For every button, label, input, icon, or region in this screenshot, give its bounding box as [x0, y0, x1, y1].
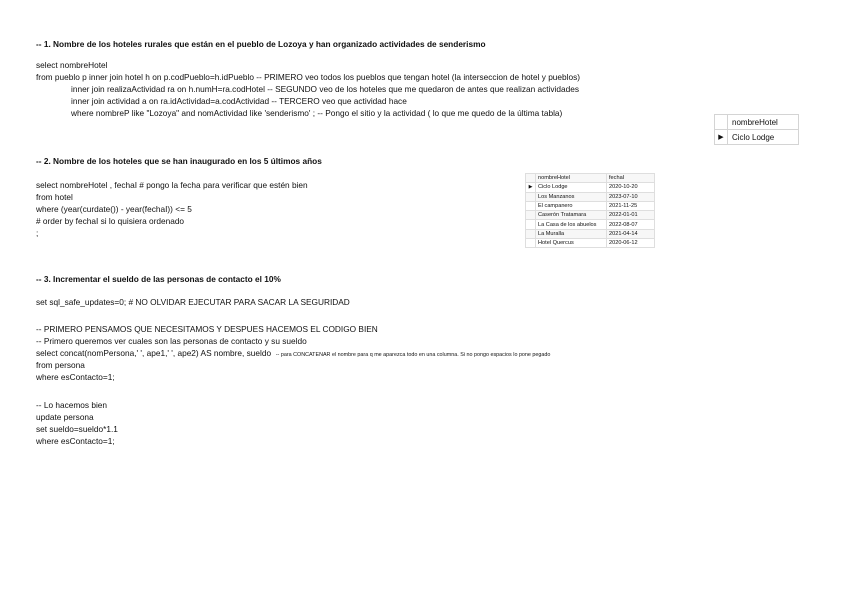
table-row[interactable] — [526, 220, 655, 229]
column-header: nombreHotel — [536, 174, 607, 183]
code-line: # order by fechaI si lo quisiera ordenado — [36, 216, 185, 226]
row-pointer-icon: ▶ — [526, 183, 536, 192]
table-cell: 2020-06-12 — [607, 239, 655, 248]
column-header: fechaI — [607, 174, 655, 183]
table-cell: Los Manzanos — [536, 192, 607, 201]
code-line: where esContacto=1; — [36, 436, 115, 446]
table-row[interactable] — [526, 239, 655, 248]
section3-heading: -- 3. Incrementar el sueldo de las personas de contacto el 10% — [36, 274, 281, 284]
code-line: set sueldo=sueldo*1.1 — [36, 424, 118, 434]
table-cell: 2021-11-25 — [607, 201, 655, 210]
row-pointer-cell — [526, 201, 536, 210]
row-pointer-cell — [526, 211, 536, 220]
row-pointer-icon: ▶ — [715, 130, 728, 145]
code-line — [36, 348, 550, 360]
row-pointer-cell — [526, 229, 536, 238]
code-line: -- Lo hacemos bien — [36, 400, 108, 410]
code-line: from persona — [36, 360, 85, 370]
result-grid-recent-hotels — [525, 173, 655, 248]
table-row[interactable] — [526, 229, 655, 238]
code-line: ; — [36, 228, 39, 238]
concat-comment: -- para CONCATENAR el nombre para q me aparezca todo en una columna. Si no pongo espacios lo pone pegado — [275, 352, 551, 358]
row-pointer-cell — [526, 220, 536, 229]
code-line: inner join actividad a on ra.idActividad=a.codActividad -- TERCERO veo que actividad hace — [71, 96, 407, 106]
code-line: select nombreHotel — [36, 60, 108, 70]
table-cell: Caserón Tratamara — [536, 211, 607, 220]
table-row[interactable] — [526, 211, 655, 220]
table-row[interactable] — [715, 130, 799, 145]
code-line: select nombreHotel , fechaI # pongo la fecha para verificar que estén bien — [36, 180, 308, 190]
table-cell: 2020-10-20 — [607, 183, 655, 192]
code-line: where nombreP like "Lozoya" and nomActividad like 'senderismo' ; -- Pongo el sitio y la actividad ( lo que me quedo de la última tabla) — [71, 108, 563, 118]
code-line: set sql_safe_updates=0; # NO OLVIDAR EJECUTAR PARA SACAR LA SEGURIDAD — [36, 297, 350, 307]
table-cell: La Muralla — [536, 229, 607, 238]
table-cell: 2021-04-14 — [607, 229, 655, 238]
table-header-row — [526, 174, 655, 183]
code-line: -- PRIMERO PENSAMOS QUE NECESITAMOS Y DESPUES HACEMOS EL CODIGO BIEN — [36, 324, 378, 334]
code-line: from hotel — [36, 192, 73, 202]
row-pointer-cell — [526, 174, 536, 183]
code-line: where (year(curdate()) - year(fechaI)) <= 5 — [36, 204, 192, 214]
table-cell: El campanero — [536, 201, 607, 210]
code-line: update persona — [36, 412, 94, 422]
code-line: where esContacto=1; — [36, 372, 115, 382]
code-line: -- Primero queremos ver cuales son las personas de contacto y su sueldo — [36, 336, 307, 346]
table-header-row — [715, 115, 799, 130]
table-cell: 2022-08-07 — [607, 220, 655, 229]
table-cell: Ciclo Lodge — [536, 183, 607, 192]
result-grid-hotels-lozoya — [714, 114, 799, 145]
table-cell: 2022-01-01 — [607, 211, 655, 220]
row-pointer-cell — [526, 192, 536, 201]
row-pointer-cell — [526, 239, 536, 248]
table-row[interactable] — [526, 201, 655, 210]
row-pointer-cell — [715, 115, 728, 130]
section1-heading: -- 1. Nombre de los hoteles rurales que están en el pueblo de Lozoya y han organizado actividades de senderismo — [36, 39, 486, 49]
table-cell: 2023-07-10 — [607, 192, 655, 201]
table-row[interactable] — [526, 183, 655, 192]
column-header: nombreHotel — [728, 115, 799, 130]
table-cell: Ciclo Lodge — [728, 130, 799, 145]
code-line: from pueblo p inner join hotel h on p.codPueblo=h.idPueblo -- PRIMERO veo todos los pueblos que tengan hotel (la interseccion de hotel y pueblos) — [36, 72, 581, 82]
section2-heading: -- 2. Nombre de los hoteles que se han inaugurado en los 5 últimos años — [36, 156, 322, 166]
concat-code: select concat(nomPersona,' ', ape1,' ', ape2) AS nombre, sueldo — [36, 348, 272, 358]
code-line: inner join realizaActividad ra on h.numH=ra.codHotel -- SEGUNDO veo de los hoteles que me quedaron de antes que realizan actividades — [71, 84, 580, 94]
table-cell: La Casa de los abuelos — [536, 220, 607, 229]
table-cell: Hotel Quercus — [536, 239, 607, 248]
table-row[interactable] — [526, 192, 655, 201]
